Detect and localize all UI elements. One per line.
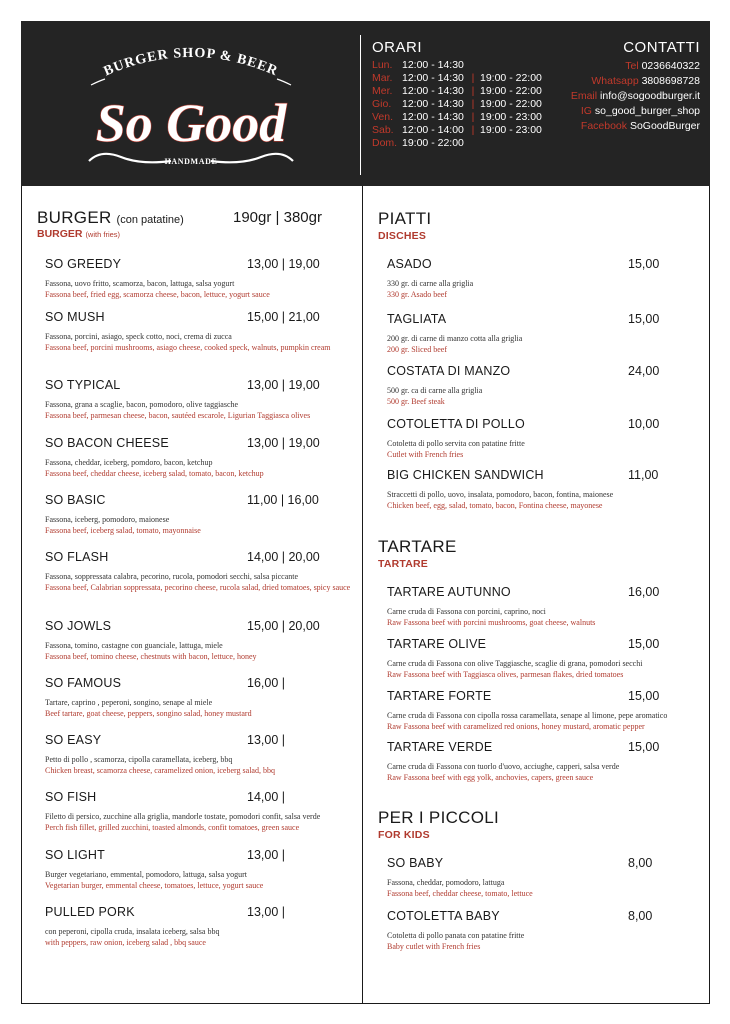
burger-section-subtitle — [37, 228, 337, 240]
burger-item-price: 13,00 | 19,00 — [247, 378, 320, 392]
logo-swash-right — [211, 154, 293, 163]
burger-item — [45, 619, 355, 662]
burger-item-name: SO LIGHT — [45, 848, 105, 862]
opening-hours-title: ORARI — [372, 39, 423, 56]
tartare-item-description-en: Raw Fassona beef with caramelized red onions, honey mustard, aromatic pepper — [387, 721, 645, 731]
hours-lunch: 19:00 - 22:00 — [402, 137, 464, 149]
tartare-section-title: TARTARE — [378, 537, 457, 556]
burger-item-description-it: Petto di pollo , scamorza, cipolla caramellata, iceberg, bbq — [45, 755, 233, 764]
hours-dinner: 19:00 - 22:00 — [480, 85, 542, 97]
hours-separator: | — [471, 111, 475, 123]
piatti-item-name: TAGLIATA — [387, 312, 447, 326]
contact-value: so_good_burger_shop — [594, 105, 700, 117]
burger-item-description-en: Perch fish fillet, grilled zucchini, toasted almonds, confit tomatoes, green sauce — [45, 822, 300, 832]
tartare-item-description-it: Carne cruda di Fassona con cipolla rossa caramellata, senape al limone, pepe aromatico — [387, 711, 668, 720]
burger-item-description-it: Fassona, iceberg, pomodoro, maionese — [45, 515, 170, 524]
burger-item-price: 16,00 | — [247, 676, 286, 690]
burger-item — [45, 848, 355, 891]
burger-item-description-it: Tartare, caprino , peperoni, songino, senape al miele — [45, 698, 213, 707]
contact-label: Facebook — [580, 120, 628, 132]
hours-lunch: 12:00 - 14:30 — [402, 111, 464, 123]
burger-item-description-en: Chicken breast, scamorza cheese, caramelized onion, iceberg salad, bbq — [45, 765, 275, 775]
tartare-item-description-en: Raw Fassona beef with Taggiasca olives, parmesan flakes, dried tomatoes — [387, 669, 624, 679]
contact-row — [500, 119, 700, 134]
frame-border-right — [709, 186, 710, 1004]
burger-section-title: BURGER — [37, 208, 112, 227]
burger-item-name: SO FISH — [45, 790, 97, 804]
tagline-ornament-left — [91, 79, 105, 85]
burger-item-description-it: Filetto di persico, zucchine alla griglia, mandorle tostate, pomodori confit, salsa verde — [45, 812, 321, 821]
burger-item-name: SO MUSH — [45, 310, 105, 324]
burger-item-description-en: Fassona beef, fried egg, scamorza cheese, bacon, lettuce, yogurt sauce — [45, 289, 270, 299]
hours-lunch: 12:00 - 14:30 — [402, 85, 464, 97]
burger-item-description-it: Fassona, soppressata calabra, pecorino, rucola, pomodori secchi, salsa piccante — [45, 572, 299, 581]
kids-item — [387, 909, 697, 952]
contact-value: info@sogoodburger.it — [600, 90, 700, 102]
burger-item-description-en: with peppers, raw onion, iceberg salad , bbq sauce — [45, 937, 206, 947]
burger-item-price: 14,00 | — [247, 790, 286, 804]
kids-section-header — [378, 808, 499, 841]
kids-item-description-it: Fassona, cheddar, pomodoro, lattuga — [387, 878, 505, 887]
tartare-item — [387, 689, 697, 732]
burger-item-name: SO BASIC — [45, 493, 106, 507]
piatti-item-description-en: 200 gr. Sliced beef — [387, 344, 447, 354]
tartare-item-price: 15,00 — [628, 689, 660, 703]
burger-item — [45, 378, 355, 421]
burger-item-description-en: Fassona beef, Calabrian soppressata, pecorino cheese, rucola salad, dried tomatoes, spicy sauce — [45, 582, 351, 592]
hours-dinner: 19:00 - 22:00 — [480, 72, 542, 84]
tartare-item-description-en: Raw Fassona beef with porcini mushrooms, goat cheese, walnuts — [387, 617, 596, 627]
tartare-section-header — [378, 537, 457, 570]
hours-day: Mar. — [372, 72, 393, 84]
burger-item-description-en: Fassona beef, porcini mushrooms, asiago cheese, cooked speck, walnuts, pumpkin cream — [45, 342, 331, 352]
kids-item — [387, 856, 697, 899]
burger-item-name: SO JOWLS — [45, 619, 112, 633]
hours-day: Gio. — [372, 98, 392, 110]
burger-item — [45, 493, 355, 536]
piatti-item-description-en: 500 gr. Beef steak — [387, 396, 445, 406]
contact-label: Tel — [625, 60, 639, 72]
hours-day: Mer. — [372, 85, 393, 97]
hours-day: Dom. — [372, 137, 398, 149]
burger-item-description-en: Fassona beef, iceberg salad, tomato, mayonnaise — [45, 525, 201, 535]
piatti-item-description-it: 330 gr. di carne alla griglia — [387, 279, 474, 288]
kids-section-title: PER I PICCOLI — [378, 808, 500, 827]
burger-item-description-it: Burger vegetariano, emmental, pomodoro, lattuga, salsa yogurt — [45, 870, 248, 879]
header-divider — [360, 35, 361, 175]
piatti-item — [387, 468, 697, 511]
tartare-section-subtitle: TARTARE — [378, 558, 429, 570]
burger-item-description-it: Fassona, porcini, asiago, speck cotto, noci, crema di zucca — [45, 332, 232, 341]
contact-row — [500, 89, 700, 104]
piatti-item-description-en: Chicken beef, egg, salad, tomato, bacon, Fontina cheese, mayonese — [387, 500, 603, 510]
tartare-item-price: 15,00 — [628, 637, 660, 651]
logo-subtitle: HANDMADE — [164, 157, 218, 166]
burger-item-price: 15,00 | 21,00 — [247, 310, 320, 324]
burger-item-description-it: Fassona, grana a scaglie, bacon, pomodoro, olive taggiasche — [45, 400, 239, 409]
tagline-ornament-right — [277, 79, 291, 85]
burger-item-description-it: Fassona, uovo fritto, scamorza, bacon, lattuga, salsa yogurt — [45, 279, 235, 288]
logo-swash-left — [89, 154, 171, 163]
burger-sizes: 190gr | 380gr — [233, 209, 322, 226]
burger-item-price: 15,00 | 20,00 — [247, 619, 320, 633]
piatti-item — [387, 364, 697, 407]
burger-item-name: SO BACON CHEESE — [45, 436, 169, 450]
contact-row — [500, 104, 700, 119]
piatti-item-description-it: Cotoletta di pollo servita con patatine fritte — [387, 439, 525, 448]
piatti-item-description-it: 500 gr. ca di carne alla griglia — [387, 386, 483, 395]
burger-item-name: SO FAMOUS — [45, 676, 122, 690]
menu-header — [21, 21, 710, 186]
piatti-section-subtitle: DISCHES — [378, 230, 427, 242]
logo-artwork — [21, 21, 361, 186]
burger-subtitle-text: BURGER — [37, 228, 83, 240]
tartare-item-name: TARTARE FORTE — [387, 689, 492, 703]
burger-item-price: 11,00 | 16,00 — [247, 493, 319, 507]
kids-item-description-it: Cotoletta di pollo panata con patatine fritte — [387, 931, 525, 940]
piatti-item — [387, 417, 697, 460]
tartare-item — [387, 740, 697, 783]
kids-item-name: SO BABY — [387, 856, 444, 870]
hours-lunch: 12:00 - 14:30 — [402, 72, 464, 84]
contact-row — [500, 74, 700, 89]
piatti-item-description-it: Straccetti di pollo, uovo, insalata, pomodoro, bacon, fontina, maionese — [387, 490, 614, 499]
piatti-item-name: COTOLETTA DI POLLO — [387, 417, 525, 431]
burger-item-name: SO GREEDY — [45, 257, 122, 271]
hours-lunch: 12:00 - 14:30 — [402, 98, 464, 110]
burger-item-description-en: Vegetarian burger, emmental cheese, tomatoes, lettuce, yogurt sauce — [45, 880, 264, 890]
logo-wordmark: So Good — [95, 93, 287, 153]
burger-item-description-en: Beef tartare, goat cheese, peppers, songino salad, honey mustard — [45, 708, 252, 718]
burger-item-name: SO TYPICAL — [45, 378, 121, 392]
burger-item — [45, 790, 355, 833]
burger-item — [45, 676, 355, 719]
hours-day: Ven. — [372, 111, 394, 123]
piatti-item-price: 24,00 — [628, 364, 660, 378]
burger-item-name: SO EASY — [45, 733, 102, 747]
hours-separator — [466, 137, 480, 150]
burger-item-description-it: Fassona, cheddar, iceberg, pomdoro, bacon, ketchup — [45, 458, 213, 467]
frame-border-bottom — [21, 1003, 710, 1004]
piatti-item-price: 15,00 — [628, 257, 660, 271]
burger-item-price: 13,00 | 19,00 — [247, 257, 320, 271]
tartare-item-name: TARTARE VERDE — [387, 740, 493, 754]
hours-separator: | — [471, 98, 475, 110]
tartare-item-name: TARTARE OLIVE — [387, 637, 487, 651]
burger-item — [45, 550, 355, 593]
hours-day: Sab. — [372, 124, 394, 136]
piatti-item-name: COSTATA DI MANZO — [387, 364, 511, 378]
contact-value: 3808698728 — [641, 75, 700, 87]
burger-subtitle-note: (with fries) — [85, 230, 121, 239]
burger-item — [45, 905, 355, 948]
hours-lunch: 12:00 - 14:30 — [402, 59, 464, 71]
piatti-item-name: BIG CHICKEN SANDWICH — [387, 468, 544, 482]
piatti-item-name: ASADO — [387, 257, 432, 271]
hours-dinner: 19:00 - 23:00 — [480, 124, 542, 136]
burger-item-price: 13,00 | — [247, 905, 286, 919]
burger-section-header — [37, 208, 337, 240]
burger-item — [45, 436, 355, 479]
tartare-item-description-en: Raw Fassona beef with egg yolk, anchovies, capers, green sauce — [387, 772, 594, 782]
burger-item-price: 14,00 | 20,00 — [247, 550, 320, 564]
hours-dinner: 19:00 - 23:00 — [480, 111, 542, 123]
burger-item-description-it: con peperoni, cipolla cruda, insalata iceberg, salsa bbq — [45, 927, 220, 936]
burger-item-description-en: Fassona beef, tomino cheese, chestnuts with bacon, lettuce, honey — [45, 651, 257, 661]
column-divider — [362, 186, 363, 1004]
kids-item-description-en: Baby cutlet with French fries — [387, 941, 481, 951]
tartare-item-price: 16,00 — [628, 585, 660, 599]
contact-label: Whatsapp — [591, 75, 639, 87]
tartare-item-description-it: Carne cruda di Fassona con porcini, caprino, noci — [387, 607, 546, 616]
burger-item-name: PULLED PORK — [45, 905, 135, 919]
burger-item-price: 13,00 | — [247, 733, 286, 747]
hours-separator: | — [471, 72, 475, 84]
contact-label: Email — [570, 90, 598, 102]
hours-lunch: 12:00 - 14:00 — [402, 124, 464, 136]
piatti-item-description-it: 200 gr. di carne di manzo cotta alla griglia — [387, 334, 523, 343]
logo-tagline: BURGER SHOP & BEER — [101, 45, 281, 80]
frame-border-left — [21, 186, 22, 1004]
tartare-item — [387, 585, 697, 628]
hours-row — [372, 137, 572, 150]
tartare-item-name: TARTARE AUTUNNO — [387, 585, 511, 599]
tartare-item-description-it: Carne cruda di Fassona con tuorlo d'uovo, acciughe, capperi, salsa verde — [387, 762, 620, 771]
kids-item-name: COTOLETTA BABY — [387, 909, 500, 923]
piatti-section-header — [378, 209, 431, 242]
kids-item-price: 8,00 — [628, 909, 653, 923]
so-good-logo — [21, 21, 361, 186]
tartare-item-description-it: Carne cruda di Fassona con olive Taggiasche, scaglie di grana, pomodori secchi — [387, 659, 643, 668]
piatti-item — [387, 257, 697, 300]
kids-item-description-en: Fassona beef, cheddar cheese, tomato, lettuce — [387, 888, 533, 898]
piatti-item-price: 11,00 — [628, 468, 659, 482]
kids-item-price: 8,00 — [628, 856, 653, 870]
burger-item-description-it: Fassona, tomino, castagne con guanciale, lattuga, miele — [45, 641, 223, 650]
piatti-item-price: 15,00 — [628, 312, 660, 326]
burger-item — [45, 733, 355, 776]
hours-separator: | — [471, 124, 475, 136]
piatti-item-description-en: 330 gr. Asado beef — [387, 289, 447, 299]
contact-value: SoGoodBurger — [629, 120, 700, 132]
piatti-section-title: PIATTI — [378, 209, 432, 228]
burger-item-name: SO FLASH — [45, 550, 109, 564]
hours-dinner: 19:00 - 22:00 — [480, 98, 542, 110]
kids-section-subtitle: FOR KIDS — [378, 829, 430, 841]
burger-item-description-en: Fassona beef, parmesan cheese, bacon, sautéed escarole, Ligurian Taggiasca olives — [45, 410, 311, 420]
contacts-list — [500, 59, 700, 134]
burger-item-price: 13,00 | 19,00 — [247, 436, 320, 450]
hours-separator: | — [471, 85, 475, 97]
tartare-item — [387, 637, 697, 680]
contact-row — [500, 59, 700, 74]
hours-day: Lun. — [372, 59, 393, 71]
burger-item — [45, 257, 355, 300]
contact-value: 0236640322 — [641, 60, 700, 72]
burger-item-description-en: Fassona beef, cheddar cheese, iceberg salad, tomato, bacon, ketchup — [45, 468, 264, 478]
piatti-item — [387, 312, 697, 355]
contact-label: IG — [580, 105, 592, 117]
contacts-title: CONTATTI — [623, 39, 700, 56]
tartare-item-price: 15,00 — [628, 740, 660, 754]
burger-item — [45, 310, 355, 353]
contacts — [500, 39, 700, 134]
piatti-item-description-en: Cutlet with French fries — [387, 449, 464, 459]
piatti-item-price: 10,00 — [628, 417, 660, 431]
hours-separator — [466, 59, 480, 72]
burger-section-title-note: (con patatine) — [116, 214, 184, 226]
burger-item-price: 13,00 | — [247, 848, 286, 862]
